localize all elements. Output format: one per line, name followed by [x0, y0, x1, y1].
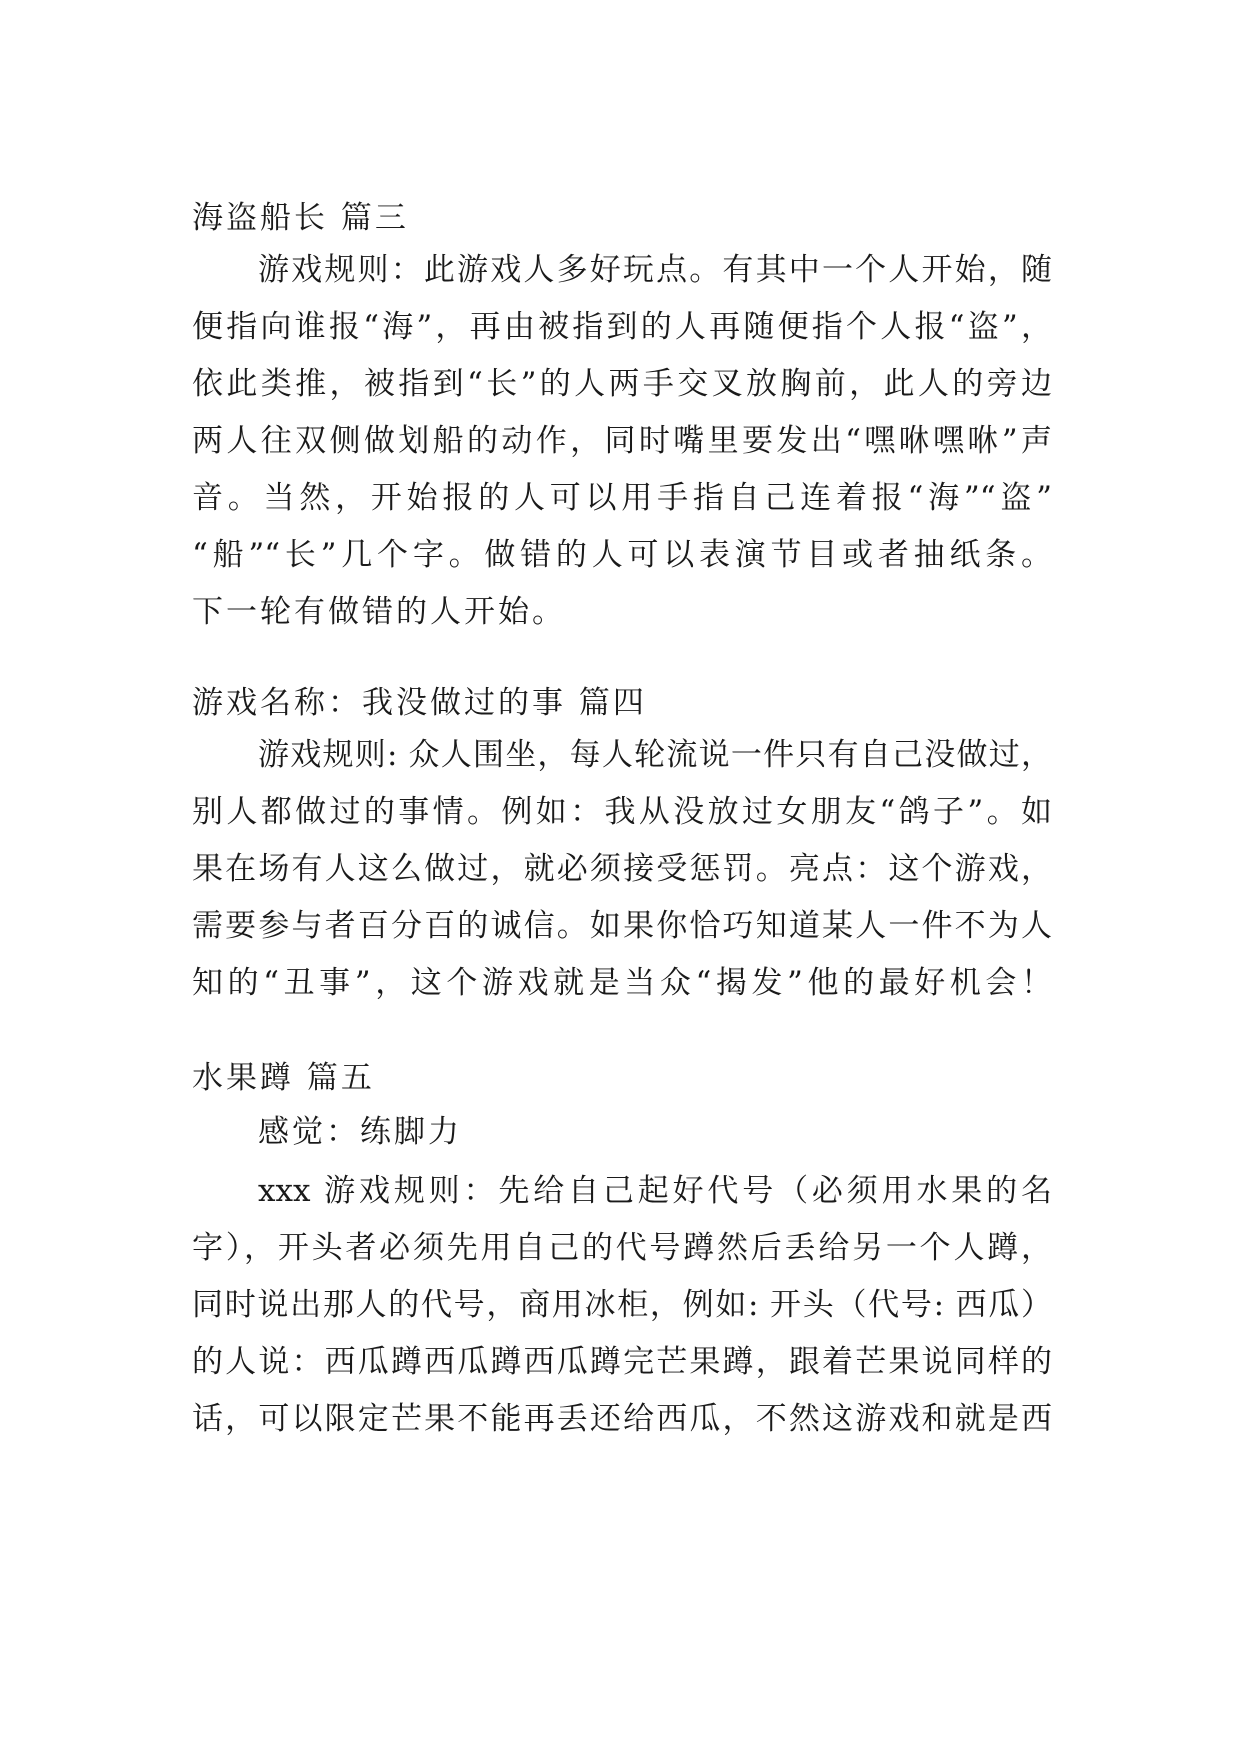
section-heading: 游戏名称：我没做过的事 篇四 [192, 685, 647, 721]
paragraph-line: 字），开头者必须先用自己的代号蹲然后丢给另一个人蹲， [192, 1230, 1052, 1266]
section-heading: 水果蹲 篇五 [192, 1060, 375, 1096]
paragraph-line: 游戏规则: 众人围坐，每人轮流说一件只有自己没做过， [258, 737, 1052, 773]
paragraph-line: 音。当然，开始报的人可以用手指自己连着报“海”“盗” [192, 480, 1052, 516]
paragraph-line: 别人都做过的事情。例如：我从没放过女朋友“鸽子”。如 [192, 794, 1052, 830]
paragraph-line: “船”“长”几个字。做错的人可以表演节目或者抽纸条。 [192, 537, 1052, 573]
paragraph-line: 依此类推，被指到“长”的人两手交叉放胸前，此人的旁边 [192, 366, 1052, 402]
paragraph-line: 知的“丑事”，这个游戏就是当众“揭发”他的最好机会！ [192, 965, 1052, 1001]
paragraph-line: 游戏规则：此游戏人多好玩点。有其中一个人开始，随 [258, 252, 1052, 288]
paragraph-line: 下一轮有做错的人开始。 [192, 594, 566, 630]
paragraph-line: 需要参与者百分百的诚信。如果你恰巧知道某人一件不为人 [192, 908, 1052, 944]
paragraph-line: 果在场有人这么做过，就必须接受惩罚。亮点：这个游戏， [192, 851, 1052, 887]
paragraph-line: 的人说：西瓜蹲西瓜蹲西瓜蹲完芒果蹲，跟着芒果说同样的 [192, 1344, 1052, 1380]
paragraph-line: 便指向谁报“海”，再由被指到的人再随便指个人报“盗”， [192, 309, 1052, 345]
paragraph-line: 感觉：练脚力 [258, 1114, 462, 1150]
paragraph-line: 两人往双侧做划船的动作，同时嘴里要发出“嘿咻嘿咻”声 [192, 423, 1052, 459]
paragraph-line: xxx 游戏规则：先给自己起好代号（必须用水果的名 [258, 1173, 1052, 1209]
paragraph-line: 话，可以限定芒果不能再丢还给西瓜，不然这游戏和就是西 [192, 1401, 1052, 1437]
section-heading: 海盗船长 篇三 [192, 200, 409, 236]
paragraph-line: 同时说出那人的代号，商用冰柜，例如: 开头（代号: 西瓜） [192, 1287, 1052, 1323]
